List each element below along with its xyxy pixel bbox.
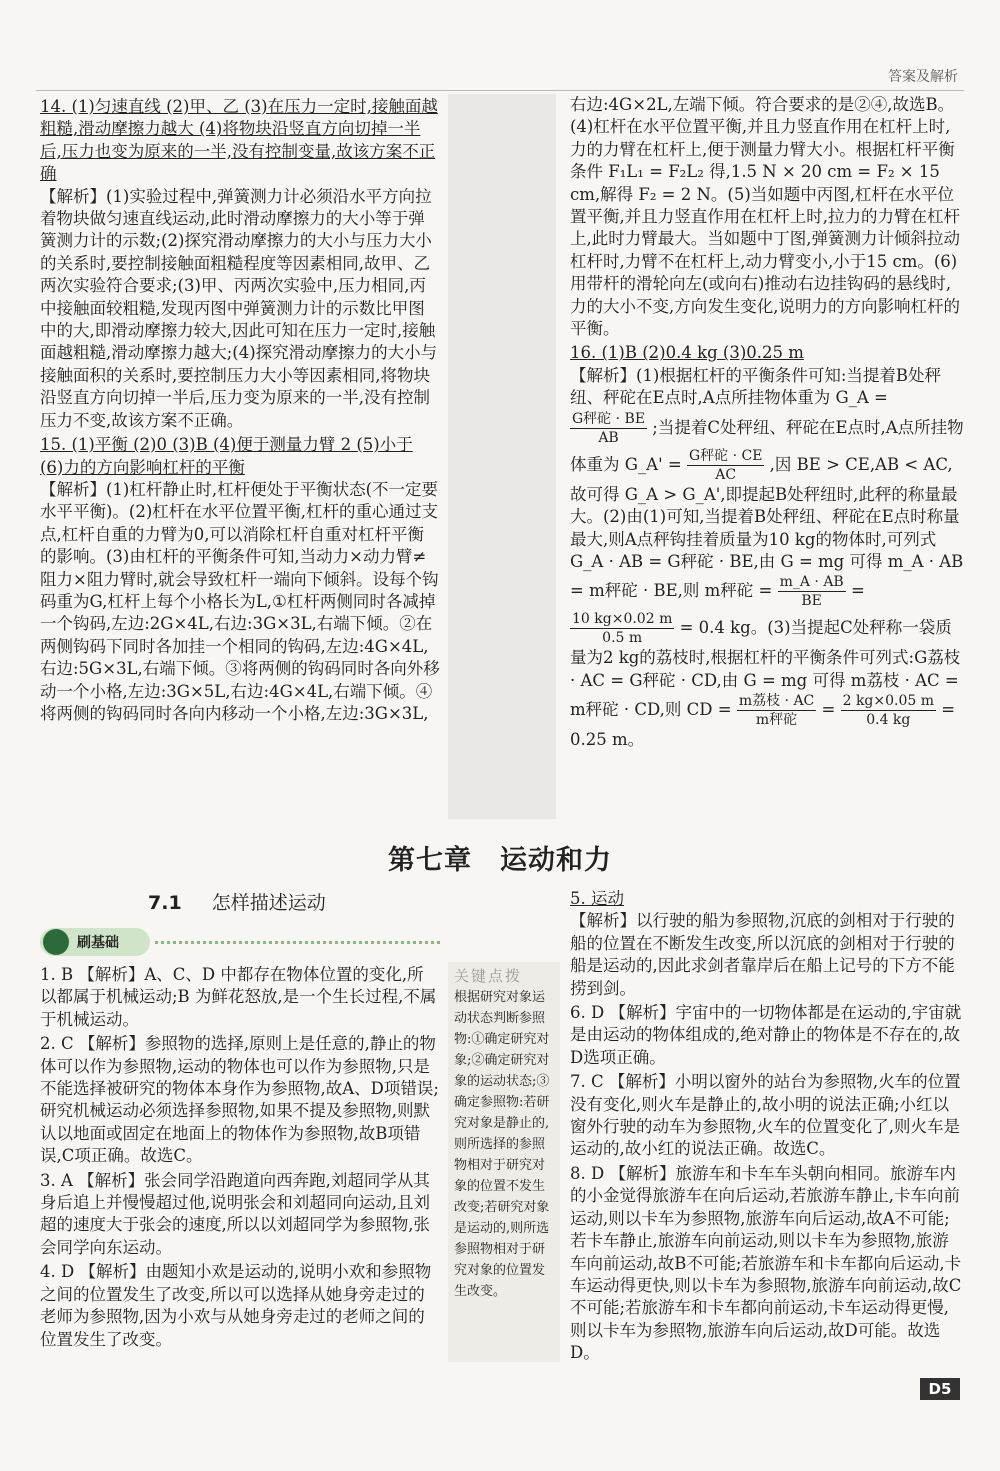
fraction-5-den: m秤砣 [755,712,798,729]
fraction-2-den: AC [715,466,737,483]
basics-badge [40,928,150,956]
q15-analysis-continued: 右边:4G×2L,左端下倾。符合要求的是②④,故选B。(4)杠杆在水平位置平衡,并且力竖直作用在杠杆上时,力的力臂在杠杆上,便于测量力臂大小。根据杠杆平衡条件 F₁L₁ = F₂L₂ 得,1.5 N × 20 cm = F₂ × 15 cm,解得 F₂ = 2 N。(5)当如题中丙图,杠杆在水平位置平衡,并且力竖直作用在杠杆上时,拉力的力臂在杠杆上,此时力臂最大。当如题中丁图,弹簧测力计倾斜拉动杠杆时,力臂不在杠杆上,动力臂变小,小于15 cm。(6)用带杆的滑轮向左(或向右)推动右边挂钩码的悬线时,力的大小不变,方向发生变化,说明力的方向影响杠杆的平衡。 [570,95,960,339]
q16-analysis-part3: ,因 BE > CE,AB < AC,故可得 G_A > G_A',即提起B处秤纽时,此秤的称量最大。(2)由(1)可知,当提着B处秤纽、秤砣在E点时称量最大,则A点秤钩挂着质量为10 kg的物体时,可列式 G_A · AB = G秤砣 · BE,由 G = mg 可得 m_A · AB = m秤砣 · BE,则 m秤砣 = [570,454,964,601]
q16-answer: 16. (1)B (2)0.4 kg (3)0.25 m [570,343,804,363]
fraction-6-den: 0.4 kg [866,712,911,729]
answer-item-7: 7. C 【解析】小明以窗外的站台为参照物,火车的位置没有变化,则火车是静止的,故小明的说法正确;小红以窗外行驶的动车为参照物,火车的位置变化了,则火车是运动的,故小红的说法正确。故选C。 [570,1072,961,1159]
fraction-4-num: 10 kg×0.02 m [572,611,673,628]
section-number: 7.1 [148,892,182,914]
fraction-3-num: m_A · AB [779,574,844,591]
answer-item-4: 4. D 【解析】由题知小欢是运动的,说明小欢和参照物之间的位置发生了改变,所以可以选择从她身旁走过的老师为参照物,因为小欢与从她身旁走过的老师之间的位置发生了改变。 [40,1262,432,1349]
sidebar-shade [448,94,556,819]
left-column-bottom [40,962,440,1351]
section-heading [148,888,326,915]
right-column-top [570,94,965,752]
right-column-bottom [570,886,965,1365]
answer-item-2: 2. C 【解析】参照物的选择,原则上是任意的,静止的物体可以作为参照物,运动的物体也可以作为参照物,只是不能选择被研究的物体本身作为参照物,故A、D项错误;研究机械运动必须选择参照物,如果不提及参照物,则默认以地面或固定在地面上的物体作为参照物,故B项错误,C项正确。故选C。 [40,1034,439,1166]
fraction-3 [778,573,846,610]
tip-body: 根据研究对象运动状态判断参照物:①确定研究对象;②确定研究对象的运动状态;③确定参照物:若研究对象是静止的,则所选择的参照物相对于研究对象的位置不发生改变;若研究对象是运动的,则所选参照物相对于研究对象的位置发生改变。 [454,990,550,1299]
fraction-5-num: m荔枝 · AC [738,693,815,710]
dotted-divider [155,941,440,944]
q16-analysis-part5: = 0.25 m。 [570,700,956,750]
fraction-6-num: 2 kg×0.05 m [842,693,935,710]
answer-item-6: 6. D 【解析】宇宙中的一切物体都是在运动的,宇宙就是由运动的物体组成的,绝对静止的物体是不存在的,故D选项正确。 [570,1003,962,1067]
left-column-top [40,94,440,725]
fraction-5 [737,692,816,729]
fraction-1-den: AB [598,429,619,446]
fraction-4-den: 0.5 m [602,630,643,647]
fraction-3-den: BE [801,593,822,610]
q16-analysis-part4: = 0.4 kg。(3)当提起C处秤称一袋质量为2 kg的荔枝时,根据杠杆的平衡条件可列式:G荔枝 · AC = G秤砣 · CD,由 G = mg 可得 m荔枝 · AC = m秤砣 · CD,则 CD = [570,618,961,720]
chapter-title: 第七章 运动和力 [388,845,612,876]
answer-item-5-analysis: 【解析】以行驶的船为参照物,沉底的剑相对于行驶的船的位置在不断发生改变,所以沉底的剑相对于行驶的船是运动的,因此求剑者靠岸后在船上记号的下方不能捞到剑。 [570,911,955,998]
fraction-1-num: G秤砣 · BE [572,410,646,427]
fraction-2-num: G秤砣 · CE [688,447,763,464]
badge-label: 刷基础 [77,935,119,951]
fraction-6 [841,692,936,729]
header-label: 答案及解析 [888,69,958,85]
q15-analysis: 【解析】(1)杠杆静止时,杠杆便处于平衡状态(不一定要水平平衡)。(2)杠杆在水平位置平衡,杠杆的重心通过支点,杠杆自重的力臂为0,可以消除杠杆自重对杠杆平衡的影响。(3)由杠杆的平衡条件可知,当动力×动力臂≠阻力×阻力臂时,就会导致杠杆一端向下倾斜。设每个钩码重为G,杠杆上每个小格长为L,①杠杆两侧同时各减掉一个钩码,左边:2G×4L,右边:3G×3L,右端下倾。②在两侧钩码下同时各加挂一个相同的钩码,左边:4G×4L,右边:5G×3L,右端下倾。③将两侧的钩码同时各向外移动一个小格,左边:3G×5L,右边:4G×4L,右端下倾。④将两侧的钩码同时各向内移动一个小格,左边:3G×3L, [40,479,440,723]
q15-answer: 15. (1)平衡 (2)0 (3)B (4)便于测量力臂 2 (5)小于 (6)力的方向影响杠杆的平衡 [40,435,413,477]
tip-title: 关键点拨 [454,967,523,985]
q16-analysis: 【解析】(1)根据杠杆的平衡条件可知:当提着B处秤纽、秤砣在E点时,A点所挂物体重为 G_A = $\frac{\text{G秤砣 · BE}}{AB}$ ;当提着C处秤纽、秤砣在E点时,A点所挂物体重为 G_A' = $\frac{\text{G秤砣 · CE}}{AC}$ ,因 BE > CE,AB < AC,故可得 G_A > G_A',即提起B处秤纽时,此秤的称量最大。(2)由(1)可知,当提着B处秤纽、秤砣在E点时称量最大,则A点秤钩挂着质量为10 kg的物体时,可列式 G_A · AB = G秤砣 · BE,由 G = mg 可得 m_A · AB = m秤砣 · BE,则 m秤砣 = $\frac{m\_A \cdot AB}{BE}$ = $\frac{10 kg\times 0.02 m}{0.5 m} = 0.4$ kg。(3)当提起C处秤称一袋质量为2 kg的荔枝时,根据杠杆的平衡条件可列式:G荔枝 · AC = G秤砣 · CD,由 G = mg 可得 m荔枝 · AC = m秤砣 · CD,则 CD = $\frac{\text{m荔枝 · AC}}{\text{m秤砣}}$ = $\frac{2 kg\times 0.05 m}{0.4 kg} = 0.25$ m。 [570,365,964,750]
brush-icon [43,929,69,955]
answer-item-1: 1. B 【解析】A、C、D 中都存在物体位置的变化,所以都属于机械运动;B 为鲜花怒放,是一个生长过程,不属于机械运动。 [40,965,437,1029]
header-divider [36,90,964,91]
section-title: 怎样描述运动 [211,892,326,914]
fraction-2 [687,447,764,484]
answer-item-3: 3. A 【解析】张会同学沿跑道向西奔跑,刘超同学从其身后追上并慢慢超过他,说明张会和刘超同向运动,且刘超的速度大于张会的速度,所以以刘超同学为参照物,张会同学向东运动。 [40,1170,430,1257]
answer-item-8: 8. D 【解析】旅游车和卡车车头朝向相同。旅游车内的小金觉得旅游车在向后运动,若旅游车静止,卡车向前运动,则以卡车为参照物,旅游车向后运动,故A不可能;若卡车静止,旅游车向前运动,则以卡车为参照物,旅游车向前运动,故B不可能;若旅游车和卡车都向后运动,卡车运动得更快,则以卡车为参照物,旅游车向前运动,故C不可能;若旅游车和卡车都向前运动,卡车运动得更慢,则以卡车为参照物,旅游车向后运动,故D可能。故选D。 [570,1163,962,1363]
answer-item-5: 5. 运动 [570,889,624,908]
tip-box [448,962,560,1362]
fraction-4 [570,610,674,647]
page-number: D5 [920,1378,960,1400]
q16-analysis-part2: ;当提着C处秤纽、秤砣在E点时,A点所挂物体重为 G_A' = [570,417,964,474]
fraction-1 [570,410,647,447]
q14-answer: 14. (1)匀速直线 (2)甲、乙 (3)在压力一定时,接触面越粗糙,滑动摩擦力越大 (4)将物块沿竖直方向切掉一半后,压力也变为原来的一半,没有控制变量,故该方案不正确 [40,97,438,184]
q16-analysis-part1: 【解析】(1)根据杠杆的平衡条件可知:当提着B处秤纽、秤砣在E点时,A点所挂物体重为 G_A = [570,365,942,408]
q14-analysis: 【解析】(1)实验过程中,弹簧测力计必须沿水平方向拉着物块做匀速直线运动,此时滑动摩擦力的大小等于弹簧测力计的示数;(2)探究滑动摩擦力的大小与压力大小的关系时,要控制接触面粗糙程度等因素相同,故甲、乙两次实验符合要求;(3)甲、丙两次实验中,压力相同,丙中接触面较粗糙,发现丙图中弹簧测力计的示数比甲图中的大,即滑动摩擦力较大,因此可知在压力一定时,接触面越粗糙,滑动摩擦力越大;(4)探究滑动摩擦力的大小与接触面积的关系时,要控制压力大小等因素相同,将物块沿竖直方向切掉一半后,压力变为原来的一半,没有控制压力不变,故该方案不正确。 [40,186,438,430]
